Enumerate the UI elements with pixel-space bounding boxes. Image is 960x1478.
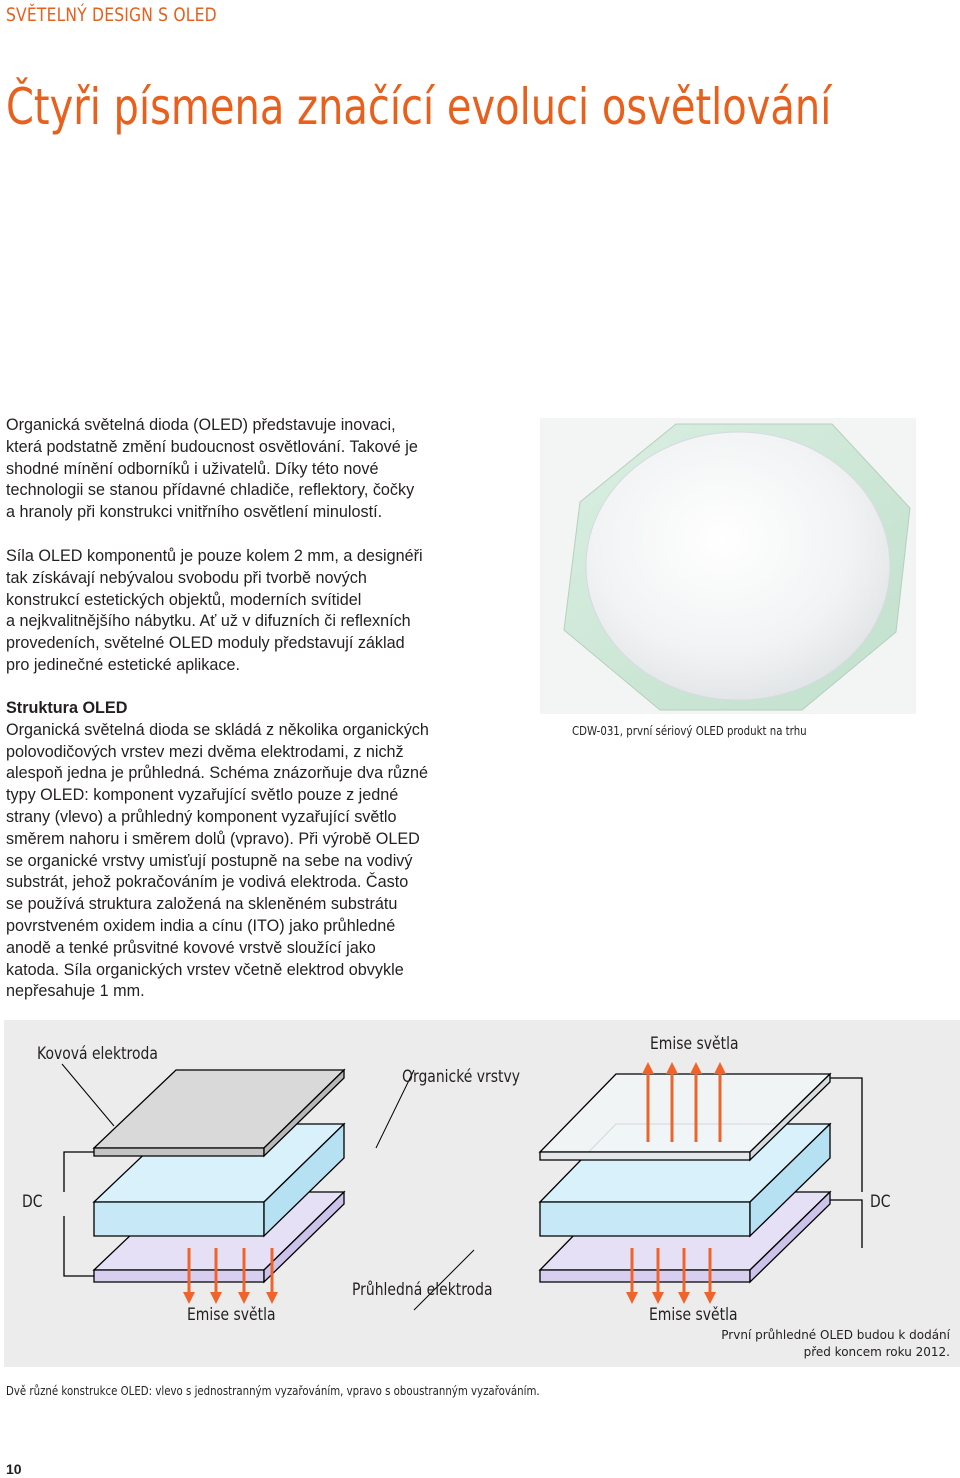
- text-line: se organické vrstvy umisťují postupně na sebe na vodivý: [6, 851, 413, 870]
- page-title: Čtyři písmena značící evoluci osvětlování: [6, 78, 832, 136]
- text-line: Organická světelná dioda se skládá z několika organických: [6, 720, 429, 739]
- note-line: před koncem roku 2012.: [803, 1345, 950, 1359]
- label-emission-bottom-left: Emise světla: [187, 1305, 276, 1325]
- text-line: technologii se stanou přídavné chladiče, reflektory, čočky: [6, 481, 415, 500]
- diagram-caption: Dvě různé konstrukce OLED: vlevo s jednostranným vyzařováním, vpravo s oboustranným vyzařováním.: [6, 1384, 540, 1398]
- text-line: substrát, jehož pokračováním je vodivá elektroda. Často: [6, 873, 409, 892]
- section-header: SVĚTELNÝ DESIGN S OLED: [6, 4, 217, 26]
- photo-caption: CDW-031, první sériový OLED produkt na trhu: [572, 724, 807, 738]
- text-line: alespoň jedna je průhledná. Schéma znázorňuje dva různé: [6, 764, 429, 783]
- label-metal-electrode: Kovová elektroda: [37, 1044, 158, 1064]
- text-line: strany (vlevo) a průhledný komponent vyzařující světlo: [6, 807, 397, 826]
- text-line: nepřesahuje 1 mm.: [6, 982, 145, 1001]
- thickness-paragraph: [6, 546, 486, 677]
- right-oled-stack: [414, 1068, 862, 1310]
- structure-section: [6, 698, 486, 1003]
- text-line: pro jedinečné estetické aplikace.: [6, 655, 240, 674]
- oled-structure-diagram: [4, 1020, 960, 1367]
- availability-note: [721, 1327, 950, 1361]
- oled-product-photo: [540, 418, 916, 714]
- text-line: provedeních, světelné OLED moduly představují základ: [6, 634, 405, 653]
- text-line: směrem nahoru i směrem dolů (vpravo). Při výrobě OLED: [6, 829, 420, 848]
- text-line: která podstatně změní budoucnost osvětlování. Takové je: [6, 437, 418, 456]
- text-line: Organická světelná dioda (OLED) představuje inovaci,: [6, 416, 396, 434]
- text-line: typy OLED: komponent vyzařující světlo pouze z jedné: [6, 786, 399, 805]
- middle-layer-edge: [540, 1202, 750, 1236]
- text-line: se používá struktura založená na skleněném substrátu: [6, 895, 398, 914]
- label-emission-top: Emise světla: [650, 1034, 739, 1054]
- emitting-disc: [586, 432, 890, 700]
- label-dc-left: DC: [22, 1192, 43, 1212]
- text-line: a hranoly při konstrukci vnitřního osvětlení minulostí.: [6, 503, 383, 522]
- wire-bottom-left: [64, 1216, 94, 1276]
- text-line: katoda. Síla organických vrstev včetně elektrod obvykle: [6, 960, 404, 979]
- text-line: polovodičových vrstev mezi dvěma elektrodami, z nichž: [6, 742, 404, 761]
- text-line: shodné mínění odborníků i uživatelů. Díky této nové: [6, 459, 379, 478]
- label-transparent-electrode: Průhledná elektroda: [352, 1280, 493, 1300]
- text-line: Síla OLED komponentů je pouze kolem 2 mm, a designéři: [6, 547, 423, 565]
- bottom-layer-edge: [540, 1270, 750, 1282]
- text-line: tak získávají nebývalou svobodu při tvorbě nových: [6, 568, 367, 587]
- page-number: 10: [6, 1461, 22, 1477]
- metal-layer-edge: [94, 1148, 264, 1156]
- structure-heading: Struktura OLED: [6, 699, 128, 717]
- wire-top-right: [830, 1078, 862, 1192]
- wire-top-left: [64, 1152, 94, 1192]
- left-oled-stack: [62, 1064, 414, 1298]
- text-line: konstrukcí estetických objektů, moderních svítidel: [6, 590, 362, 609]
- label-dc-right: DC: [870, 1192, 891, 1212]
- text-line: a nejkvalitnějšího nábytku. Ať už v difuzních či reflexních: [6, 612, 411, 631]
- intro-paragraph: [6, 415, 486, 524]
- middle-layer-edge: [94, 1202, 264, 1236]
- top-layer-edge: [540, 1152, 750, 1160]
- leader-metal: [62, 1064, 114, 1126]
- note-line: První průhledné OLED budou k dodání: [721, 1328, 950, 1342]
- label-emission-bottom-right: Emise světla: [649, 1305, 738, 1325]
- label-organic-layers: Organické vrstvy: [402, 1067, 521, 1087]
- wire-bottom-right: [830, 1200, 862, 1248]
- bottom-layer-edge: [94, 1270, 264, 1282]
- text-line: anodě a tenké průsvitné kovové vrstvě sloužící jako: [6, 938, 376, 957]
- text-line: povrstveném oxidem india a cínu (ITO) jako průhledné: [6, 916, 396, 935]
